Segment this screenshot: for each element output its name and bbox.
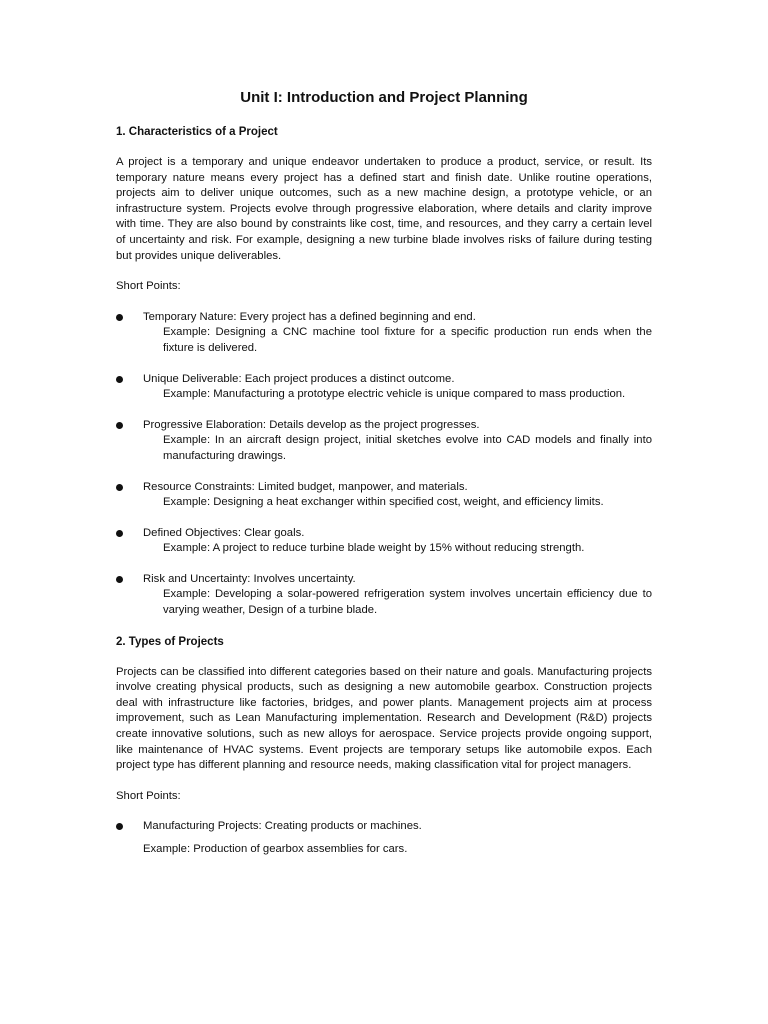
bullet-main-text: Risk and Uncertainty: Involves uncertainty. <box>143 572 356 585</box>
bullet-dot-icon <box>116 422 123 429</box>
bullet-main-text: Resource Constraints: Limited budget, manpower, and materials. <box>143 480 468 493</box>
bullet-item <box>116 572 652 619</box>
section-2-bullet-list <box>116 819 652 857</box>
bullet-item <box>116 526 652 557</box>
bullet-example-text: Example: Developing a solar-powered refrigeration system involves uncertain efficiency due to varying weather, Design of a turbine blade. <box>163 588 652 617</box>
bullet-dot-icon <box>116 576 123 583</box>
bullet-item <box>116 418 652 465</box>
bullet-item <box>116 372 652 403</box>
bullet-main-text: Defined Objectives: Clear goals. <box>143 526 305 539</box>
bullet-item <box>116 310 652 357</box>
bullet-main-text: Manufacturing Projects: Creating products or machines. <box>143 820 422 833</box>
bullet-dot-icon <box>116 376 123 383</box>
bullet-dot-icon <box>116 314 123 321</box>
section-2-heading: 2. Types of Projects <box>116 635 224 648</box>
section-2-short-points-label: Short Points: <box>116 789 181 802</box>
page-title: Unit I: Introduction and Project Planning <box>240 89 528 106</box>
section-2-paragraph: Projects can be classified into different categories based on their nature and goals. Manufacturing projects involve creating physical products, such as designing a new automobile gearbox. Construction projects deal with infrastructure like factories, bridges, and power plants. Management projects aim at process improvement, such as Lean Manufacturing implementation. Research and Development (R&D) projects create innovative solutions, such as new alloys for aerospace. Service projects provide ongoing support, like maintenance of HVAC systems. Event projects are temporary setups like automobile expos. Each project type has different planning and resource needs, making classification vital for project managers. <box>116 665 652 772</box>
section-1-bullet-list <box>116 310 652 619</box>
bullet-main-text: Progressive Elaboration: Details develop as the project progresses. <box>143 418 480 431</box>
bullet-example-text: Example: Designing a heat exchanger within specified cost, weight, and efficiency limits. <box>163 496 604 509</box>
bullet-dot-icon <box>116 823 123 830</box>
bullet-dot-icon <box>116 530 123 537</box>
document-page <box>116 88 652 873</box>
bullet-example-text: Example: Production of gearbox assemblies for cars. <box>143 843 408 855</box>
bullet-item <box>116 819 652 857</box>
bullet-example-text: Example: Manufacturing a prototype electric vehicle is unique compared to mass production. <box>163 388 626 401</box>
bullet-dot-icon <box>116 484 123 491</box>
bullet-main-text: Unique Deliverable: Each project produces a distinct outcome. <box>143 372 455 385</box>
bullet-item <box>116 480 652 511</box>
bullet-main-text: Temporary Nature: Every project has a defined beginning and end. <box>143 310 476 323</box>
section-1-paragraph: A project is a temporary and unique endeavor undertaken to produce a product, service, or result. Its temporary nature means every project has a defined start and finish date. Unlike routine operations, projects aim to deliver unique outcomes, such as a new machine design, a prototype vehicle, or an infrastructure system. Projects evolve through progressive elaboration, where details and clarity improve with time. They are also bound by constraints like cost, time, and resources, and they carry a certain level of uncertainty and risk. For example, designing a new turbine blade involves risks of failure during testing but provides unique deliverables. <box>116 156 652 262</box>
bullet-example-text: Example: In an aircraft design project, initial sketches evolve into CAD models and finally into manufacturing drawings. <box>163 434 652 462</box>
bullet-example-text: Example: A project to reduce turbine blade weight by 15% without reducing strength. <box>163 542 585 555</box>
section-1-heading: 1. Characteristics of a Project <box>116 126 278 138</box>
bullet-example-text: Example: Designing a CNC machine tool fixture for a specific production run ends when the fixture is delivered. <box>163 326 652 354</box>
section-1-short-points-label: Short Points: <box>116 280 181 293</box>
